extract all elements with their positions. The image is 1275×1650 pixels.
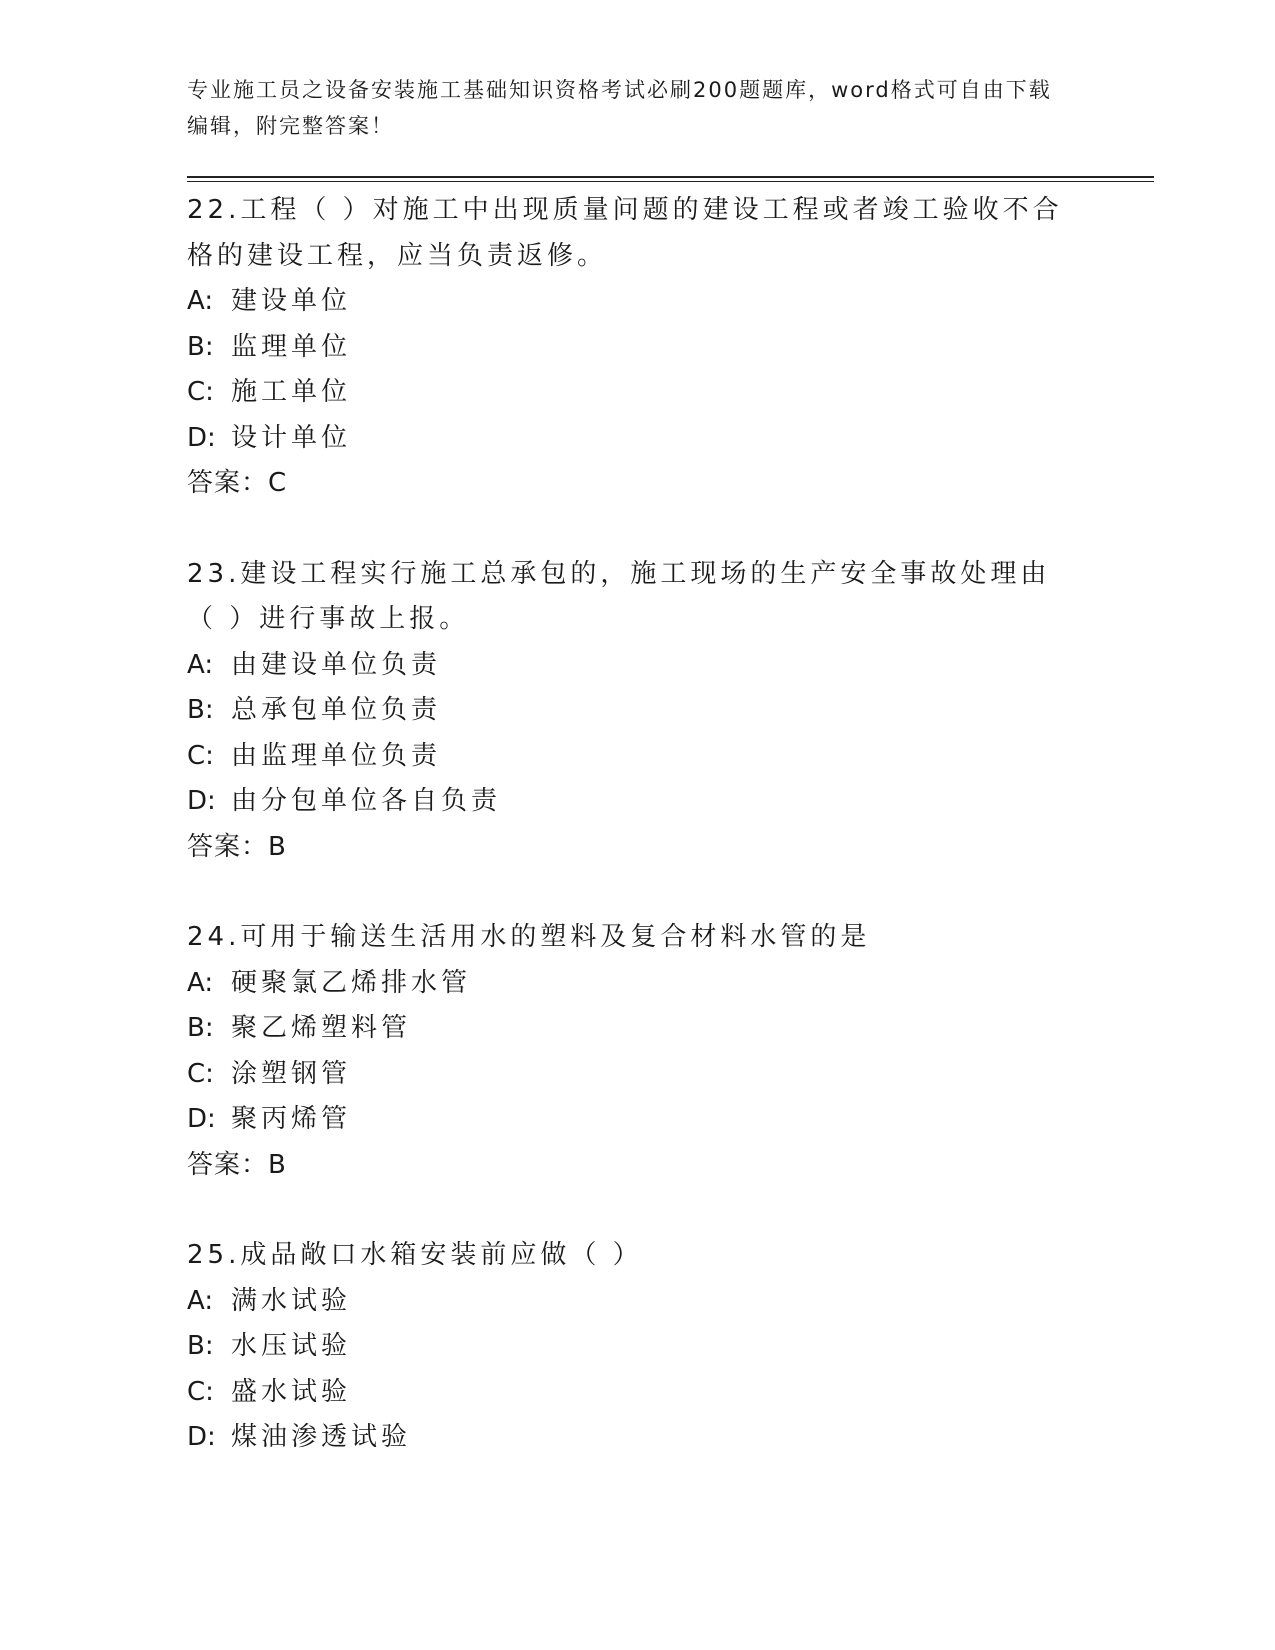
option-d — [187, 1097, 1067, 1143]
option-b — [187, 688, 1067, 734]
option-text: 由分包单位各自负责 — [231, 786, 502, 816]
option-letter: B: — [187, 1331, 214, 1361]
option-a — [187, 961, 1067, 1007]
question-stem: 24.可用于输送生活用水的塑料及复合材料水管的是 — [187, 922, 871, 952]
option-c — [187, 1370, 1067, 1416]
option-text: 建设单位 — [231, 286, 352, 316]
option-letter: A: — [187, 286, 214, 316]
question-stem: 22.工程（ ）对施工中出现质量问题的建设工程或者竣工验收不合格的建设工程，应当负责返修。 — [187, 195, 1063, 271]
option-d — [187, 1415, 1067, 1461]
option-letter: A: — [187, 967, 214, 998]
document-header: 专业施工员之设备安装施工基础知识资格考试必刷200题题库，word格式可自由下载编辑，附完整答案！ — [187, 78, 1052, 138]
option-text: 聚乙烯塑料管 — [231, 1013, 412, 1043]
option-d — [187, 779, 1067, 825]
question-stem: 25.成品敞口水箱安装前应做（ ） — [187, 1240, 643, 1270]
header-divider-thick — [187, 176, 1154, 178]
option-letter: C: — [187, 377, 214, 407]
option-letter: A: — [187, 1285, 214, 1316]
option-d — [187, 416, 1067, 462]
option-b — [187, 325, 1067, 371]
option-b — [187, 1006, 1067, 1052]
option-text: 涂塑钢管 — [231, 1058, 352, 1089]
option-text: 监理单位 — [231, 331, 352, 362]
option-b — [187, 1324, 1067, 1370]
option-a — [187, 1279, 1067, 1325]
option-text: 盛水试验 — [231, 1376, 352, 1407]
question-22 — [187, 188, 1067, 507]
question-23 — [187, 552, 1067, 871]
option-text: 施工单位 — [231, 377, 352, 407]
option-text: 设计单位 — [231, 422, 352, 453]
option-c — [187, 1052, 1067, 1098]
option-text: 煤油渗透试验 — [231, 1422, 412, 1452]
option-c — [187, 370, 1067, 416]
question-24 — [187, 915, 1067, 1188]
option-text: 满水试验 — [231, 1285, 352, 1316]
option-text: 由建设单位负责 — [231, 649, 442, 680]
option-a — [187, 643, 1067, 689]
option-letter: C: — [187, 1376, 214, 1407]
option-text: 由监理单位负责 — [231, 740, 442, 771]
option-letter: B: — [187, 331, 214, 362]
option-letter: A: — [187, 649, 214, 680]
answer-line: 答案：B — [187, 831, 287, 862]
header-divider-thin — [187, 181, 1154, 182]
question-25 — [187, 1233, 1067, 1461]
option-text: 总承包单位负责 — [231, 695, 442, 725]
option-text: 硬聚氯乙烯排水管 — [231, 967, 472, 998]
answer-line: 答案：C — [187, 468, 288, 498]
question-stem: 23.建设工程实行施工总承包的，施工现场的生产安全事故处理由（ ）进行事故上报。 — [187, 558, 1051, 634]
option-text: 水压试验 — [231, 1331, 352, 1361]
option-letter: C: — [187, 740, 214, 771]
option-letter: D: — [187, 422, 216, 453]
option-a — [187, 279, 1067, 325]
question-list — [187, 188, 1067, 1506]
option-letter: B: — [187, 695, 214, 725]
option-letter: D: — [187, 1422, 216, 1452]
answer-line: 答案：B — [187, 1149, 287, 1180]
option-c — [187, 734, 1067, 780]
option-letter: D: — [187, 786, 216, 816]
option-text: 聚丙烯管 — [231, 1104, 352, 1134]
option-letter: C: — [187, 1058, 214, 1089]
option-letter: B: — [187, 1013, 214, 1043]
option-letter: D: — [187, 1104, 216, 1134]
